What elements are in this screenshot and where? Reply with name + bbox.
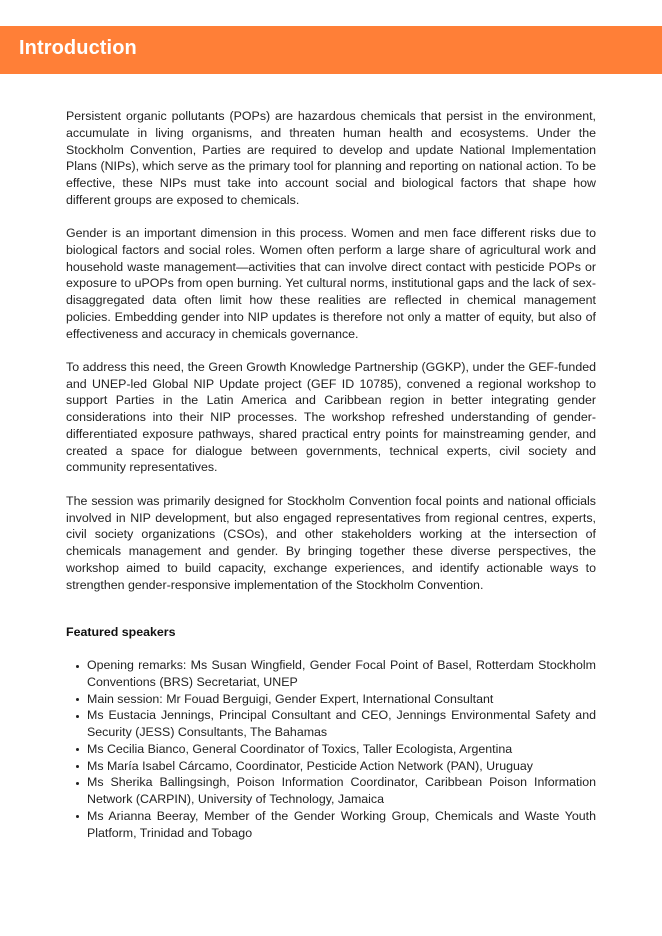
section-header-banner (0, 26, 662, 74)
list-item: Ms Cecilia Bianco, General Coordinator of Toxics, Taller Ecologista, Argentina (87, 741, 596, 758)
list-item: Opening remarks: Ms Susan Wingfield, Gender Focal Point of Basel, Rotterdam Stockholm Conventions (BRS) Secretariat, UNEP (87, 658, 596, 689)
list-item: Main session: Mr Fouad Berguigi, Gender Expert, International Consultant (87, 691, 596, 708)
list-item: Ms Eustacia Jennings, Principal Consultant and CEO, Jennings Environmental Safety and Security (JESS) Consultants, The Bahamas (87, 708, 596, 740)
list-item: Ms Arianna Beeray, Member of the Gender Working Group, Chemicals and Waste Youth Platform, Trinidad and Tobago (87, 808, 596, 840)
list-item: Ms María Isabel Cárcamo, Coordinator, Pesticide Action Network (PAN), Uruguay (87, 758, 596, 775)
paragraph-gender-dimension: Gender is an important dimension in this process. Women and men face different risks due to biological factors and social roles. Women often perform a large share of agricultural work and household waste management—activities that can involve direct contact with pesticide POPs or exposure to uPOPs from open burning. Yet cultural norms, institutional gaps and the lack of sex-disaggregated data often limit how these realities are reflected in chemical management policies. Embedding gender into NIP updates is therefore not only a matter of equity, but also of effectiveness and accuracy in chemicals governance. (66, 226, 596, 341)
speakers-list (66, 657, 596, 841)
featured-speakers-heading: Featured speakers (66, 625, 176, 640)
paragraph-workshop-purpose: To address this need, the Green Growth Knowledge Partnership (GGKP), under the GEF-funded and UNEP-led Global NIP Update project (GEF ID 10785), convened a regional workshop to support Parties in the Latin America and Caribbean region in better integrating gender considerations into their NIP processes. The workshop refreshed understanding of gender-differentiated exposure pathways, shared practical entry points for mainstreaming gender, and created a space for dialogue between governments, technical experts, civil society and community representatives. (66, 359, 596, 475)
section-title: Introduction (19, 37, 137, 59)
list-item: Ms Sherika Ballingsingh, Poison Information Coordinator, Caribbean Poison Information Network (CARPIN), University of Technology, Jamaica (87, 775, 596, 807)
document-body (66, 108, 596, 841)
paragraph-pops-overview: Persistent organic pollutants (POPs) are hazardous chemicals that persist in the environment, accumulate in living organisms, and threaten human health and ecosystems. Under the Stockholm Convention, Parties are required to develop and update National Implementation Plans (NIPs), which serve as the primary tool for planning and reporting on national action. To be effective, these NIPs must take into account social and biological factors that shape how different groups are exposed to chemicals. (66, 109, 596, 207)
paragraph-session-audience: The session was primarily designed for Stockholm Convention focal points and national officials involved in NIP development, but also engaged representatives from regional centres, experts, civil society organizations (CSOs), and other stakeholders working at the intersection of chemicals management and gender. By bringing together these diverse perspectives, the workshop aimed to build capacity, exchange experiences, and identify actionable ways to strengthen gender-responsive implementation of the Stockholm Convention. (66, 493, 596, 592)
